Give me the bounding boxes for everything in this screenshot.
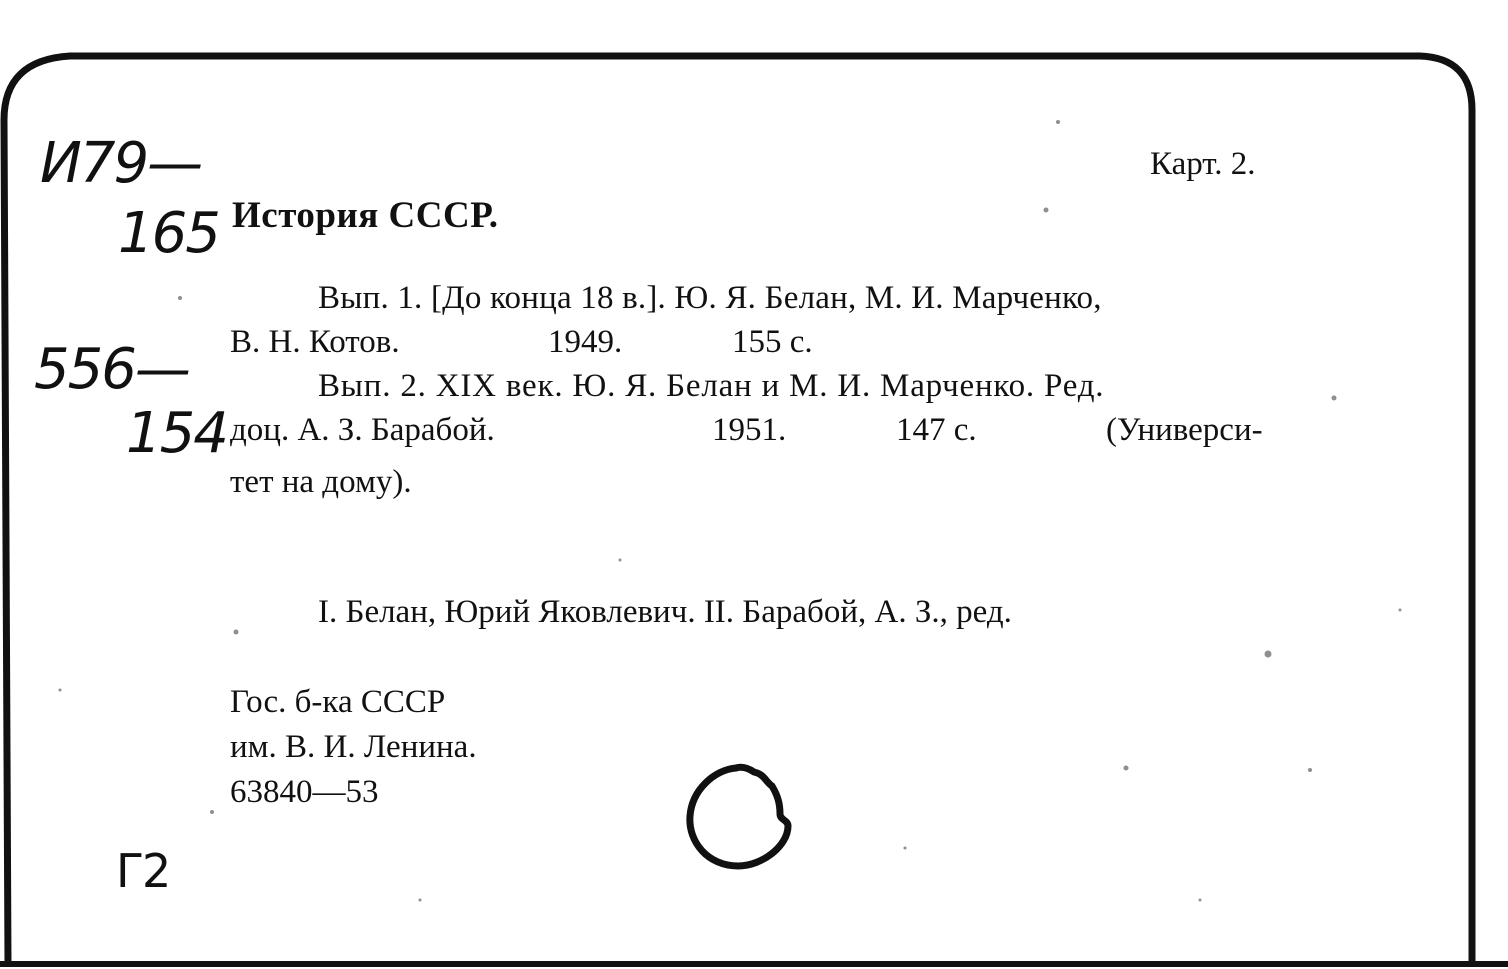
handwritten-mark-3: Г2 [116, 844, 170, 898]
vol1-authors-end: В. Н. Котов. [230, 324, 400, 360]
library-line2: им. В. И. Ленина. [230, 729, 477, 765]
vol1-year: 1949. [548, 324, 623, 360]
library-line1: Гос. б-ка СССР [230, 684, 446, 720]
card-title: История СССР. [232, 195, 499, 236]
vol2-editor: доц. А. З. Барабой. [230, 412, 495, 448]
vol1-line1: Вып. 1. [До конца 18 в.]. Ю. Я. Белан, М. И. Марченко, [318, 280, 1102, 316]
handwritten-shelfmark-2-bottom: 154 [126, 401, 227, 466]
library-card-number: 63840—53 [230, 774, 379, 810]
card-number: Карт. 2. [1150, 146, 1256, 182]
vol2-series-end: тет на дому). [230, 464, 412, 500]
punched-hole [684, 762, 796, 874]
handwritten-shelfmark-1-top: И79— [40, 131, 202, 196]
vol1-pages: 155 с. [732, 324, 813, 360]
vol2-pages: 147 с. [896, 412, 977, 448]
handwritten-shelfmark-2-top: 556— [34, 337, 189, 402]
vol2-year: 1951. [712, 412, 787, 448]
vol2-series-start: (Универси- [1106, 412, 1263, 448]
handwritten-shelfmark-1-bottom: 165 [118, 201, 219, 266]
tracing-entries: I. Белан, Юрий Яковлевич. II. Барабой, А. З., ред. [318, 594, 1012, 630]
vol2-line1: Вып. 2. XIX век. Ю. Я. Белан и М. И. Марченко. Ред. [318, 368, 1105, 404]
